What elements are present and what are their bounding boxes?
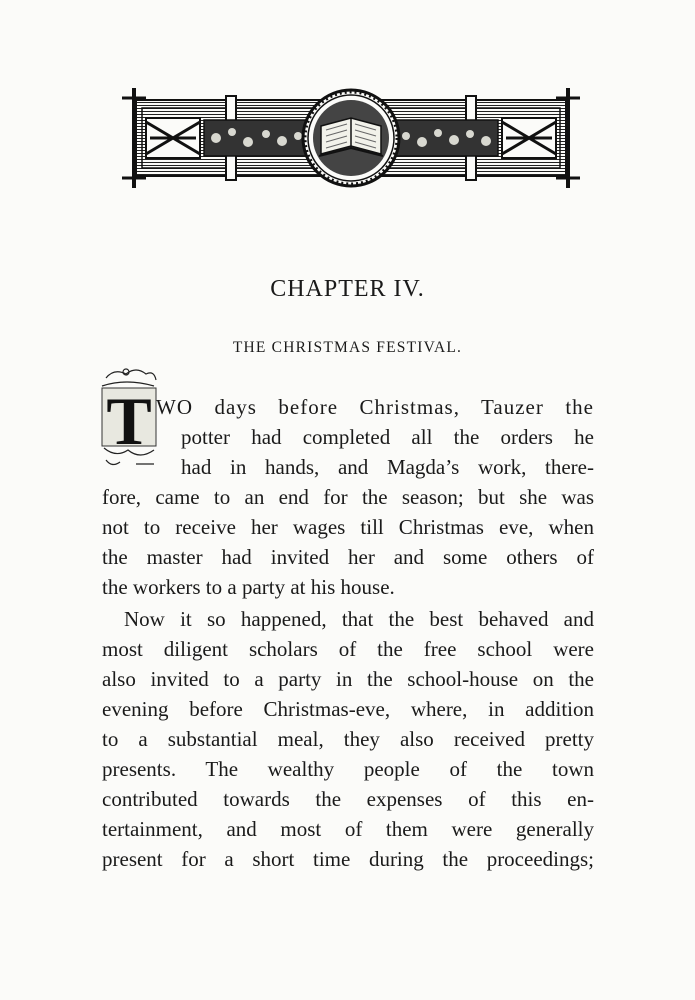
paragraph-2-line-9: present for a short time during the proceedings; bbox=[102, 847, 594, 871]
paragraph-1-line-5: not to receive her wages till Christmas eve, when bbox=[102, 515, 594, 539]
paragraph-2-line-5: to a substantial meal, they also received pretty bbox=[102, 727, 594, 751]
chapter-subtitle: THE CHRISTMAS FESTIVAL. bbox=[232, 339, 463, 356]
paragraph-2-line-3: also invited to a party in the school-house on the bbox=[102, 667, 594, 691]
paragraph-2-line-8: tertainment, and most of them were generally bbox=[102, 817, 594, 841]
paragraph-1-line-3: had in hands, and Magda’s work, there- bbox=[181, 455, 594, 479]
paragraph-2-line-7: contributed towards the expenses of this en- bbox=[102, 787, 594, 811]
paragraph-1-line-7: the workers to a party at his house. bbox=[102, 575, 395, 599]
paragraph-2-line-1: Now it so happened, that the best behaved and bbox=[124, 607, 594, 631]
chapter-title: CHAPTER IV. bbox=[270, 276, 425, 302]
paragraph-2-line-4: evening before Christmas-eve, where, in addition bbox=[102, 697, 594, 721]
paragraph-1-line-1: WO days before Christmas, Tauzer the bbox=[156, 395, 594, 419]
paragraph-1-line-2: potter had completed all the orders he bbox=[181, 425, 594, 449]
paragraph-2-line-6: presents. The wealthy people of the town bbox=[102, 757, 594, 781]
paragraph-1-line-6: the master had invited her and some others of bbox=[102, 545, 594, 569]
paragraph-2-line-2: most diligent scholars of the free school were bbox=[102, 637, 594, 661]
ornamental-headpiece-illustration bbox=[120, 86, 582, 190]
dropcap-letter: T bbox=[106, 383, 152, 459]
decorated-initial-letter bbox=[96, 364, 160, 472]
paragraph-1-line-4: fore, came to an end for the season; but she was bbox=[102, 485, 594, 509]
